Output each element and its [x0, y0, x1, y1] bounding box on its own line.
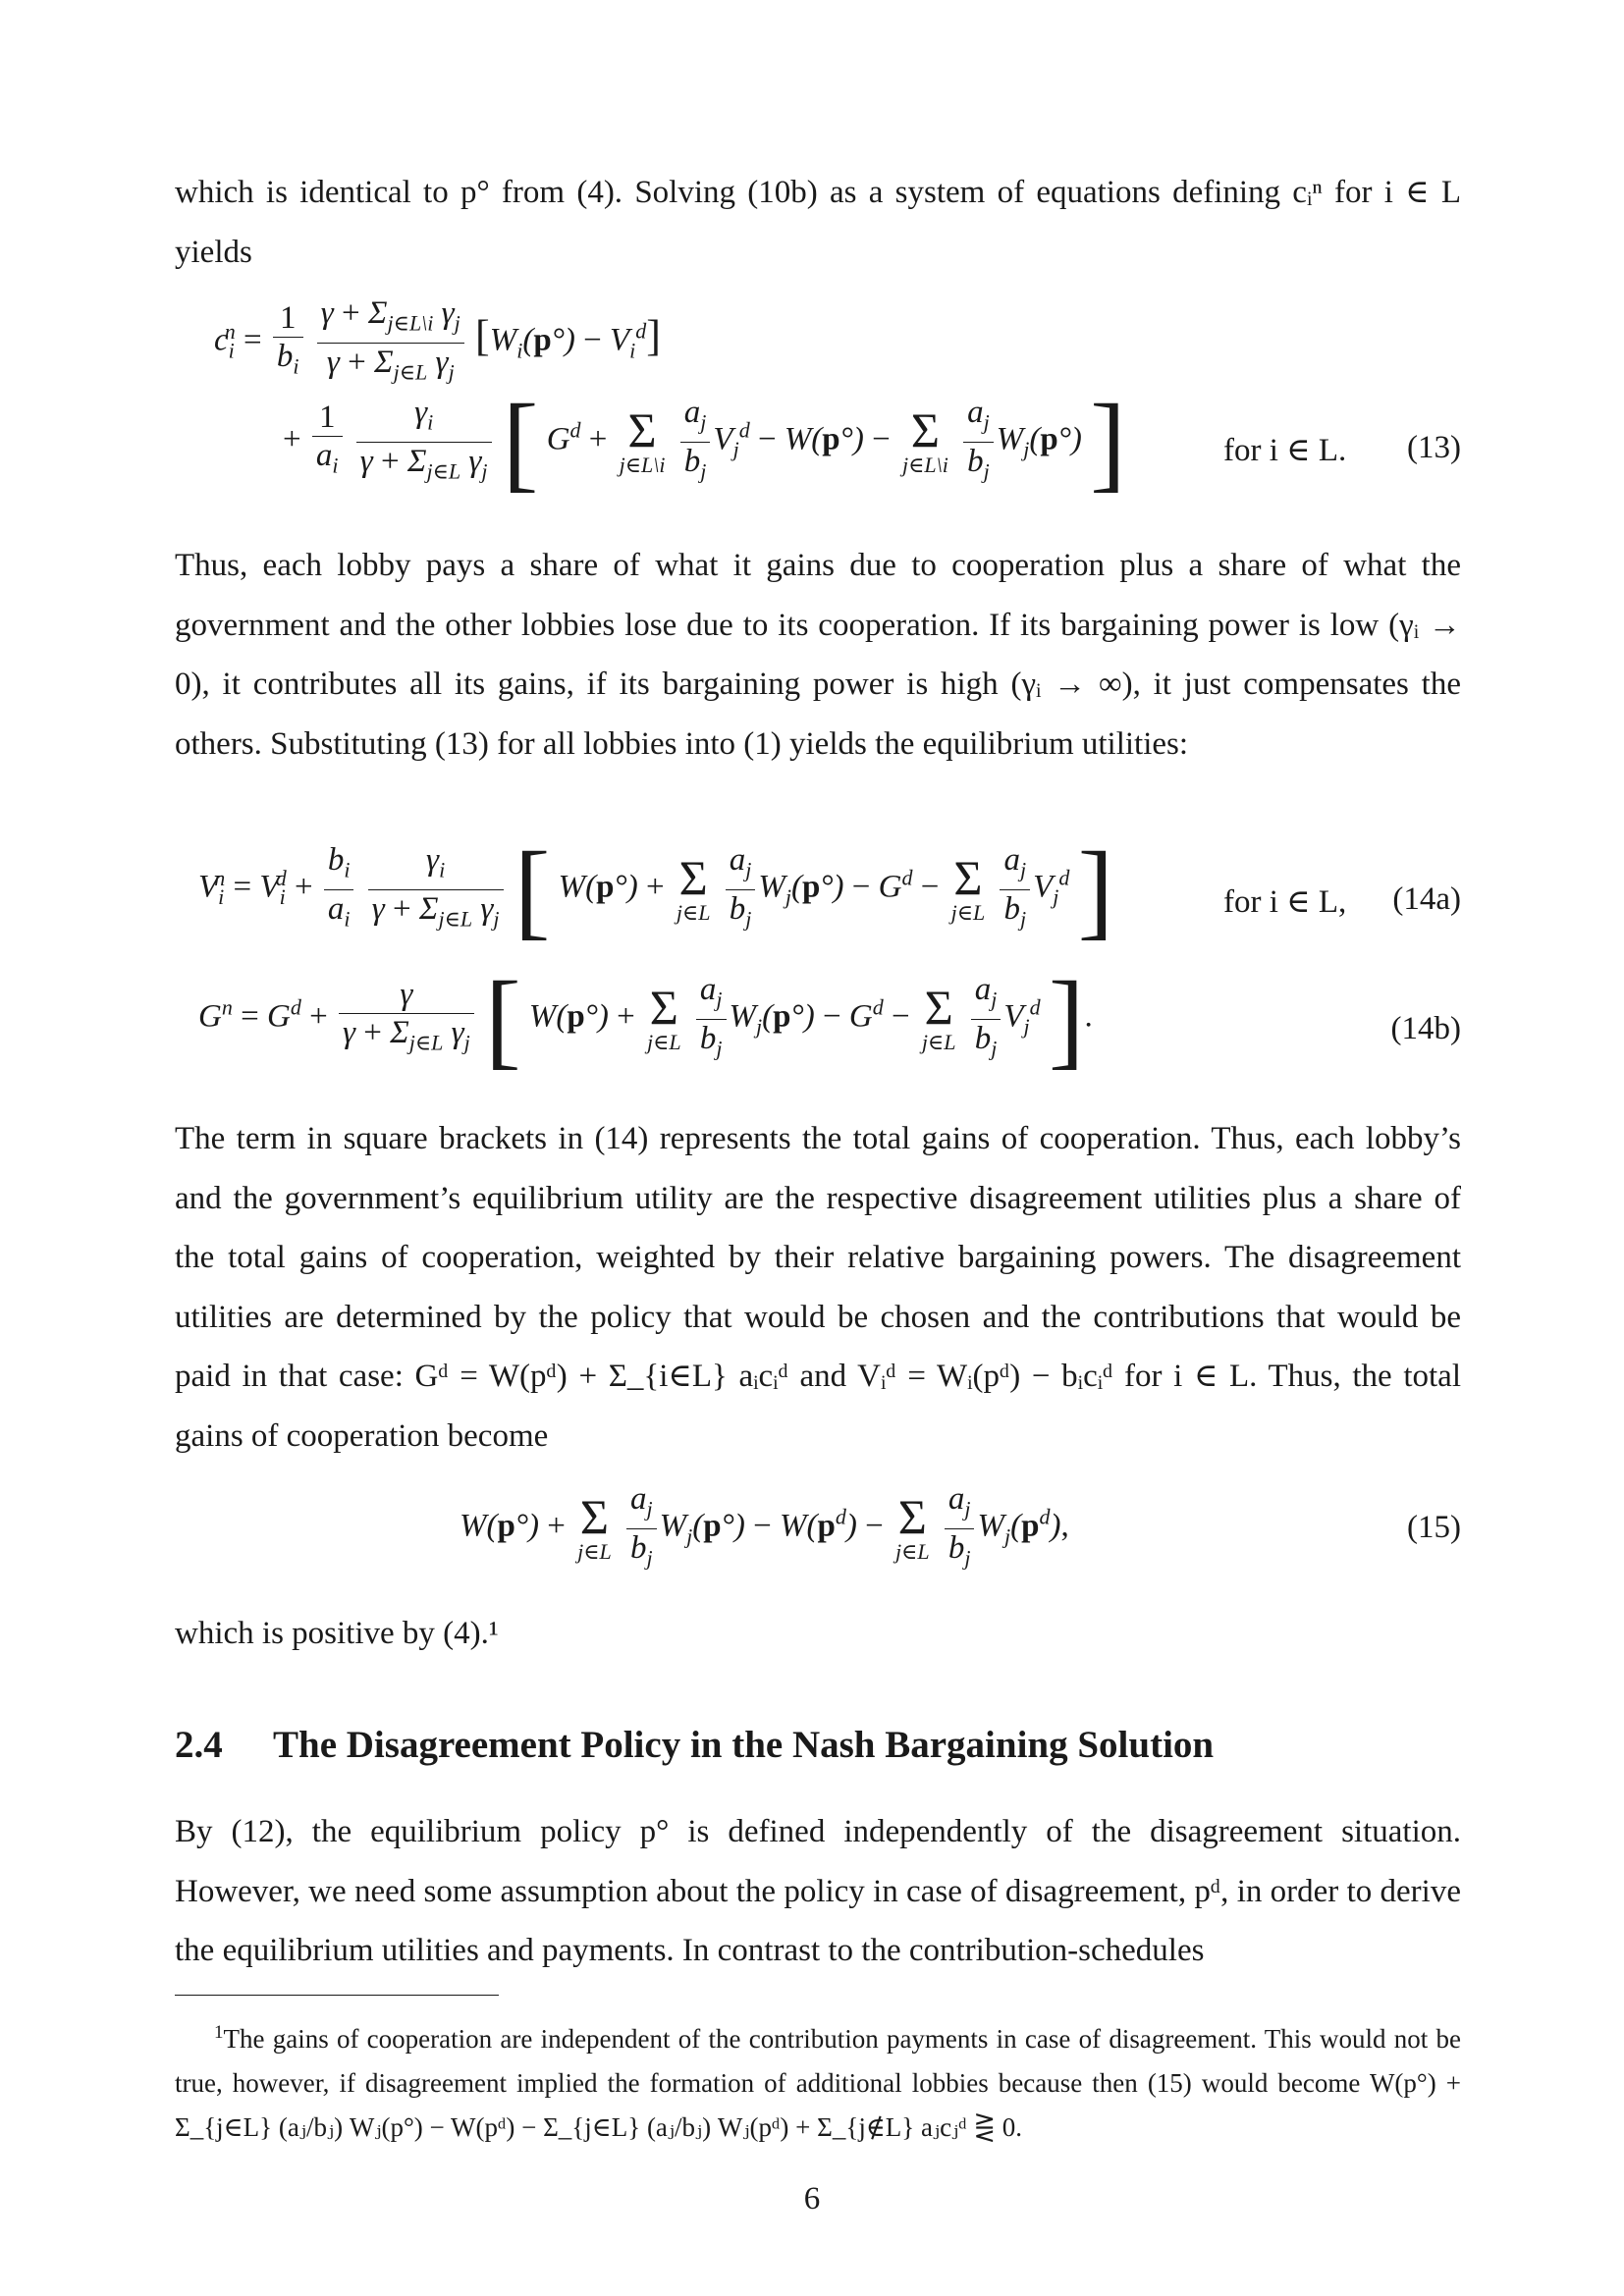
paragraph-3-text: The term in square brackets in (14) represents the total gains of cooperation. Thus, each lobby’s and the government’s equilibrium utility are the respective disagreement utilities plus a share of the total gains of cooperation, weighted by their relative bargaining powers. The disagreement utilities are determined by the policy that would be chosen and the contributions that would be paid in that case: Gᵈ = W(pᵈ) + Σ_{i∈L} aᵢcᵢᵈ and Vᵢᵈ = Wᵢ(pᵈ) − bᵢcᵢᵈ for i ∈ L. Thus, the total gains of cooperation become: [175, 1121, 1461, 1454]
equation-15-body: W(p°) + Σ j∈L $\frac{a_j}{b_j}$ $W_j(p^\circ) - W(p^d)$ − Σ j∈L $\frac{a_j}{b_j}$ $W_j(p^d)$,: [460, 1481, 1069, 1571]
footnote-text: The gains of cooperation are independent of the contribution payments in case of disagreement. This would not be true, however, if disagreement implied the formation of additional lobbies because then (15) would become W(p°) + Σ_{j∈L} (aⱼ/bⱼ) Wⱼ(p°) − W(pᵈ) − Σ_{j∈L} (aⱼ/bⱼ) Wⱼ(pᵈ) + Σ_{j∉L} aⱼcⱼᵈ ⋛ 0.: [175, 2024, 1461, 2142]
paragraph-1: [175, 163, 1461, 282]
equation-13: [175, 294, 1461, 530]
equation-15-number: (15): [1407, 1510, 1461, 1545]
paragraph-5: [175, 1802, 1461, 1981]
paragraph-3: [175, 1109, 1461, 1466]
paragraph-2-text: Thus, each lobby pays a share of what it gains due to cooperation plus a share of what the government and the other lobbies lose due to its cooperation. If its bargaining power is low (γᵢ → 0), it contributes all its gains, if its bargaining power is high (γᵢ → ∞), it just compensates the others. Substituting (13) for all lobbies into (1) yields the equilibrium utilities:: [175, 548, 1461, 762]
equation-14a: [175, 829, 1461, 968]
equation-14b: [175, 959, 1461, 1097]
page-number: 6: [803, 2181, 821, 2216]
paragraph-2: [175, 536, 1461, 774]
footnote-rule: [175, 1995, 499, 1996]
equation-13-condition: for i ∈ L.: [1223, 433, 1347, 468]
paragraph-4: [175, 1604, 1461, 1664]
section-title: The Disagreement Policy in the Nash Bargaining Solution: [273, 1724, 1215, 1766]
paragraph-1-text: which is identical to p° from (4). Solving (10b) as a system of equations defining cᵢⁿ for i ∈ L yields: [175, 175, 1461, 270]
equation-14b-body: $G^n = G^d$ + $\frac{\gamma}{\gamma + \Sigma_{j\in L} \gamma_j}$ [ W(p°) + Σ j∈L $\frac{a_j}{b_j}$ $W_j(p^\circ) - G^d$ − Σ j∈L $\frac{a_j}{b_j}$ $V_j^d$ ].: [198, 959, 1093, 1079]
paragraph-5-text: By (12), the equilibrium policy p° is defined independently of the disagreement situation. However, we need some assumption about the policy in case of disagreement, pᵈ, in order to derive the equilibrium utilities and payments. In contrast to the contribution-schedules: [175, 1814, 1461, 1968]
section-number: 2.4: [175, 1724, 223, 1766]
equation-14b-number: (14b): [1390, 1011, 1461, 1046]
equation-14a-body: $V_i^n = V_i^d$ + $\frac{b_i}{a_i}$ $\frac{\gamma_i}{\gamma + \Sigma_{j\in L} \gamma_j}$ [ W(p°) + Σ j∈L $\frac{a_j}{b_j}$ $W_j(p^\circ) - G^d$ − Σ j∈L $\frac{a_j}{b_j}$ $V_j^d$ ]: [198, 829, 1114, 949]
equation-13-line-2: + $\frac{1}{a_i}$ $\frac{\gamma_i}{\gamma + \Sigma_{j\in L} \gamma_j}$ [ $G^d$ + Σ j∈L\i $\frac{a_j}{b_j}$ $V_j^d - W(p^\circ)$ − Σ j∈L\i $\frac{a_j}{b_j}$ $W_j(p^\circ)$ ]: [283, 382, 1126, 502]
footnote: [175, 2010, 1461, 2150]
paragraph-4-text: which is positive by (4).¹: [175, 1616, 499, 1651]
equation-14a-number: (14a): [1392, 881, 1461, 917]
section-heading: [175, 1723, 1214, 1767]
equation-13-line-1: $c_i^n$ = $\frac{1}{b_i}$ $\frac{\gamma + \Sigma_{j\in L\backslash i} \gamma_j}{\gamma + \Sigma_{j\in L} \gamma_j}$ $[W_i(p^\circ) - V_i^d]$: [214, 295, 661, 385]
equation-14a-condition: for i ∈ L,: [1223, 884, 1347, 920]
equation-13-number: (13): [1407, 430, 1461, 465]
equation-15: [175, 1480, 1461, 1598]
footnote-marker: 1: [214, 2022, 224, 2043]
